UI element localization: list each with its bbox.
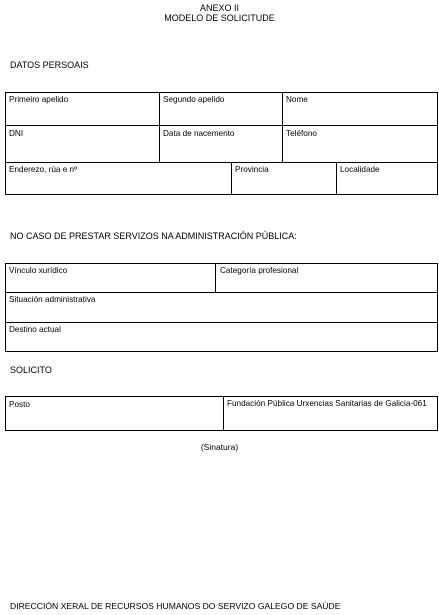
table-divider [5,322,438,323]
table-divider [336,162,337,195]
post-value: Fundación Pública Urxencias Sanitarias de Galicia-061 [227,399,427,408]
current-post-field[interactable]: Destino actual [9,325,61,334]
legal-link-field[interactable]: Vínculo xurídico [9,266,68,275]
name-field[interactable]: Nome [286,95,308,104]
phone-field[interactable]: Teléfono [286,129,317,138]
locality-field[interactable]: Localidade [340,165,380,174]
table-divider [5,162,438,163]
table-divider [5,292,438,293]
form-subtitle: MODELO DE SOLICITUDE [164,13,275,23]
second-surname-field[interactable]: Segundo apelido [163,95,225,104]
annex-title: ANEXO II [199,3,239,13]
table-divider [5,125,438,126]
address-field[interactable]: Enderezo, rúa e nº [9,165,78,174]
table-divider [223,396,224,431]
signature-line: (Sinatura) [200,442,239,452]
personal-data-heading: DATOS PERSOAIS [10,60,89,70]
post-label: Posto [9,400,30,409]
administrative-status-field[interactable]: Situación administrativa [9,295,96,304]
table-divider [231,162,232,195]
public-service-heading: NO CASO DE PRESTAR SERVIZOS NA ADMINISTRACIÓN PÚBLICA: [10,231,297,241]
province-field[interactable]: Provincia [235,165,269,174]
dni-field[interactable]: DNI [9,129,24,138]
table-divider [215,263,216,293]
birth-date-field[interactable]: Data de nacemento [163,129,235,138]
public-service-table [5,263,438,352]
table-divider [159,92,160,163]
request-heading: SOLICITO [10,365,52,375]
table-divider [282,92,283,163]
first-surname-field[interactable]: Primeiro apelido [9,95,69,104]
footer-addressee: DIRECCIÓN XERAL DE RECURSOS HUMANOS DO SERVIZO GALEGO DE SAÚDE [10,601,341,611]
personal-data-table [5,92,438,195]
professional-category-field[interactable]: Categoría profesional [220,266,299,275]
